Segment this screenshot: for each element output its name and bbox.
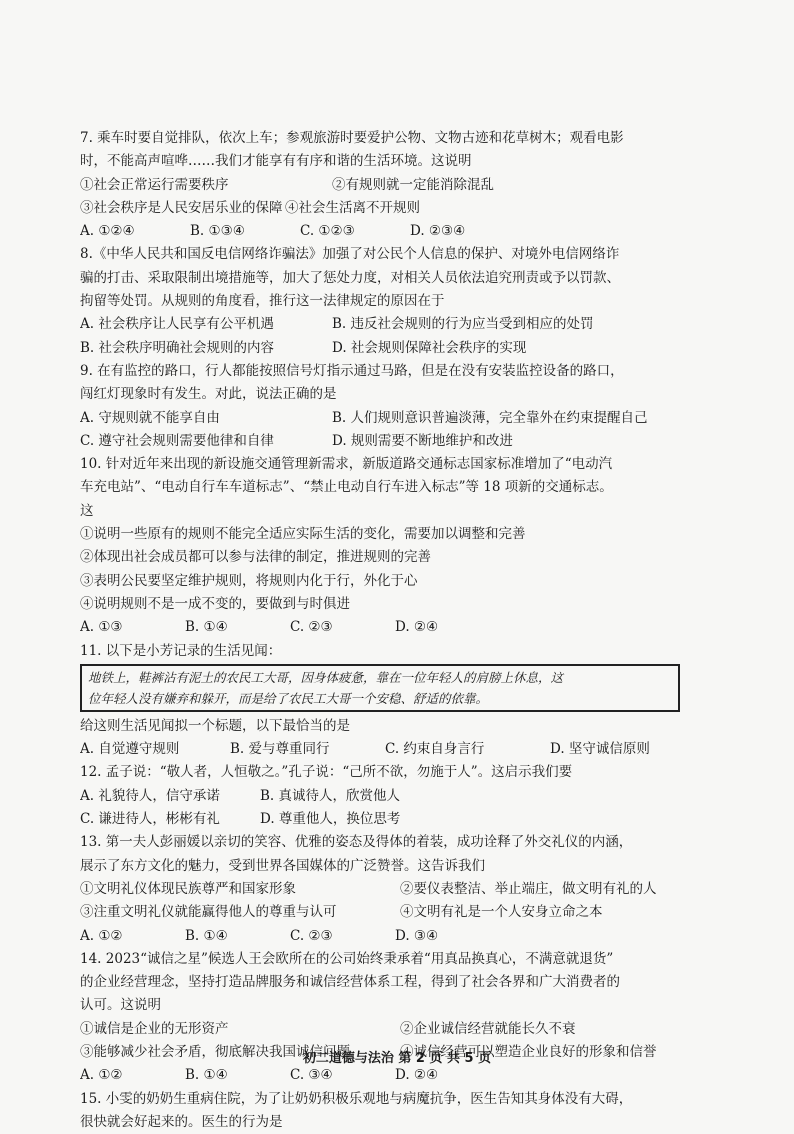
q13-option-d[interactable]: D. ③④ <box>395 927 439 944</box>
q7-option-d[interactable]: D. ②③④ <box>410 223 466 240</box>
q9-options-row-1 <box>80 407 680 430</box>
q14-options <box>80 1064 680 1087</box>
q13-statements-row-2 <box>80 901 680 924</box>
q12-options-row-1 <box>80 785 680 808</box>
q12-stem-line-1: 12. 孟子说：“敬人者，人恒敬之。”孔子说：“己所不欲，勿施于人”。这启示我们要 <box>80 764 573 781</box>
q7-statement-1: ①社会正常运行需要秩序 <box>80 176 229 193</box>
q13-statement-4: ④文明有礼是一个人安身立命之本 <box>400 904 603 921</box>
q7-statement-3: ③社会秩序是人民安居乐业的保障 <box>80 199 283 216</box>
q7-statements-row-2 <box>80 197 680 220</box>
q11-stem-line-1: 11. 以下是小芳记录的生活见闻： <box>80 642 282 659</box>
q9-option-a[interactable]: A. 守规则就不能享自由 <box>80 409 220 426</box>
q13-statements-row-1 <box>80 878 680 901</box>
q13-stem-line-2: 展示了东方文化的魅力，受到世界各国媒体的广泛赞誉。这告诉我们 <box>80 857 485 874</box>
q7-stem-line-1: 7. 乘车时要自觉排队，依次上车；参观旅游时要爱护公物、文物古迹和花草树木；观看电影 <box>80 130 624 146</box>
q14-stem-line-2: 的企业经营理念，坚持打造品牌服务和诚信经营体系工程，得到了社会各界和广大消费者的 <box>80 974 620 991</box>
question-11 <box>80 640 680 762</box>
q8-stem-line-3: 拘留等处罚。从规则的角度看，推行这一法律规定的原因在于 <box>80 293 445 310</box>
question-7 <box>80 127 680 243</box>
q14-option-d[interactable]: D. ②④ <box>395 1067 439 1084</box>
q8-options-row-2 <box>80 337 680 360</box>
question-14 <box>80 948 680 1088</box>
q15-stem-line-1: 15. 小雯的奶奶生重病住院，为了让奶奶积极乐观地与病魔抗争，医生告知其身体没有大碍， <box>80 1090 633 1107</box>
q7-option-b[interactable]: B. ①③④ <box>190 223 245 240</box>
q11-story-line-2: 位年轻人没有嫌弃和躲开，而是给了农民工大哥一个安稳、舒适的依靠。 <box>88 690 489 706</box>
q14-option-a[interactable]: A. ①② <box>80 1067 123 1084</box>
q11-option-d[interactable]: D. 坚守诚信原则 <box>550 741 650 758</box>
q11-options <box>80 738 680 761</box>
questions-area <box>80 127 680 1134</box>
q9-option-b[interactable]: B. 人们规则意识普遍淡薄，完全靠外在约束提醒自己 <box>332 409 648 426</box>
q14-option-c[interactable]: C. ③④ <box>290 1067 333 1084</box>
q10-options <box>80 616 680 639</box>
question-13 <box>80 831 680 947</box>
question-15 <box>80 1088 680 1134</box>
q13-stem-line-1: 13. 第一夫人彭丽媛以亲切的笑容、优雅的姿态及得体的着装，成功诠释了外交礼仪的内涵， <box>80 834 633 851</box>
q9-stem-line-2: 闯红灯现象时有发生。对此，说法正确的是 <box>80 386 337 403</box>
q11-option-b[interactable]: B. 爱与尊重同行 <box>230 741 330 758</box>
q9-option-d[interactable]: D. 规则需要不断地维护和改进 <box>332 432 513 449</box>
question-8 <box>80 243 680 359</box>
q10-stem-line-3: 这 <box>80 502 94 519</box>
q7-stem-line-2: 时，不能高声喧哗……我们才能享有有序和谐的生活环境。这说明 <box>80 153 472 170</box>
q15-stem-line-2: 很快就会好起来的。医生的行为是 <box>80 1113 283 1130</box>
q9-options-row-2 <box>80 430 680 453</box>
q13-statement-2: ②要仪表整洁、举止端庄，做文明有礼的人 <box>400 880 657 897</box>
q14-statement-1: ①诚信是企业的无形资产 <box>80 1020 229 1037</box>
q8-option-b[interactable]: B. 违反社会规则的行为应当受到相应的处罚 <box>332 316 594 333</box>
question-12 <box>80 761 680 831</box>
q14-statement-3: ③能够减少社会矛盾，彻底解决我国诚信问题 <box>80 1043 350 1060</box>
q13-statement-1: ①文明礼仪体现民族尊严和国家形象 <box>80 880 296 897</box>
q9-option-c[interactable]: C. 遵守社会规则需要他律和自律 <box>80 432 274 449</box>
q10-stem-line-2: 车充电站”、“电动自行车车道标志”、“禁止电动自行车进入标志”等 18 项新的交通标志。 <box>80 479 613 496</box>
q10-option-d[interactable]: D. ②④ <box>395 619 439 636</box>
q8-stem-line-1: 8.《中华人民共和国反电信网络诈骗法》加强了对公民个人信息的保护、对境外电信网络诈 <box>80 246 620 263</box>
q8-option-d[interactable]: D. 社会规则保障社会秩序的实现 <box>332 339 527 356</box>
q7-statement-2: ②有规则就一定能消除混乱 <box>332 176 494 193</box>
q10-statement-1: ①说明一些原有的规则不能完全适应实际生活的变化，需要加以调整和完善 <box>80 526 526 543</box>
q10-statement-4: ④说明规则不是一成不变的，要做到与时俱进 <box>80 595 350 612</box>
q11-option-c[interactable]: C. 约束自身言行 <box>385 741 485 758</box>
q11-stem-line-2: 给这则生活见闻拟一个标题，以下最恰当的是 <box>80 717 350 734</box>
q7-option-c[interactable]: C. ①②③ <box>300 223 355 240</box>
q11-story-line-1: 地铁上，鞋裤沾有泥土的农民工大哥，因身体疲惫，靠在一位年轻人的肩膀上休息，这 <box>88 669 564 685</box>
q13-option-c[interactable]: C. ②③ <box>290 927 333 944</box>
q10-option-a[interactable]: A. ①③ <box>80 619 123 636</box>
q14-statement-4: ④诚信经营可以塑造企业良好的形象和信誉 <box>400 1043 657 1060</box>
q7-option-a[interactable]: A. ①②④ <box>80 223 135 240</box>
q8-options-row-1 <box>80 313 680 336</box>
question-10 <box>80 453 680 639</box>
q10-option-c[interactable]: C. ②③ <box>290 619 333 636</box>
q8-option-c[interactable]: B. 社会秩序明确社会规则的内容 <box>80 339 275 356</box>
q8-stem-line-2: 骗的打击、采取限制出境措施等，加大了惩处力度，对相关人员依法追究刑责或予以罚款、 <box>80 269 620 286</box>
q13-statement-3: ③注重文明礼仪就能赢得他人的尊重与认可 <box>80 904 337 921</box>
q10-stem-line-1: 10. 针对近年来出现的新设施交通管理新需求，新版道路交通标志国家标准增加了“电动汽 <box>80 456 613 473</box>
q12-options-row-2 <box>80 808 680 831</box>
q12-option-b[interactable]: B. 真诚待人，欣赏他人 <box>260 787 401 804</box>
q13-option-a[interactable]: A. ①② <box>80 927 123 944</box>
page-footer: 初二道德与法治 第 2 页 共 5 页 <box>302 1051 492 1066</box>
q13-options <box>80 925 680 948</box>
q10-statement-2: ②体现出社会成员都可以参与法律的制定，推进规则的完善 <box>80 549 431 566</box>
question-9 <box>80 360 680 453</box>
q7-statement-4: ④社会生活离不开规则 <box>285 199 420 216</box>
q10-option-b[interactable]: B. ①④ <box>185 619 228 636</box>
q12-option-a[interactable]: A. 礼貌待人，信守承诺 <box>80 787 220 804</box>
q7-statements-row-1 <box>80 174 680 197</box>
q14-statement-2: ②企业诚信经营就能长久不衰 <box>400 1020 576 1037</box>
q14-statements-row-1 <box>80 1018 680 1041</box>
q12-option-c[interactable]: C. 谦进待人，彬彬有礼 <box>80 811 220 828</box>
q11-option-a[interactable]: A. 自觉遵守规则 <box>80 741 180 758</box>
q8-option-a[interactable]: A. 社会秩序让人民享有公平机遇 <box>80 316 274 333</box>
q9-stem-line-1: 9. 在有监控的路口，行人都能按照信号灯指示通过马路，但是在没有安装监控设备的路口， <box>80 362 624 379</box>
q10-statement-3: ③表明公民要坚定维护规则，将规则内化于行，外化于心 <box>80 572 418 589</box>
q7-options <box>80 220 680 243</box>
q14-option-b[interactable]: B. ①④ <box>185 1067 228 1084</box>
q14-stem-line-3: 认可。这说明 <box>80 997 161 1014</box>
q12-option-d[interactable]: D. 尊重他人，换位思考 <box>260 811 401 828</box>
q11-story-box <box>80 664 680 712</box>
q14-stem-line-1: 14. 2023“诚信之星”候选人王会欧所在的公司始终秉承着“用真品换真心，不满意就退货” <box>80 950 614 967</box>
q13-option-b[interactable]: B. ①④ <box>185 927 228 944</box>
